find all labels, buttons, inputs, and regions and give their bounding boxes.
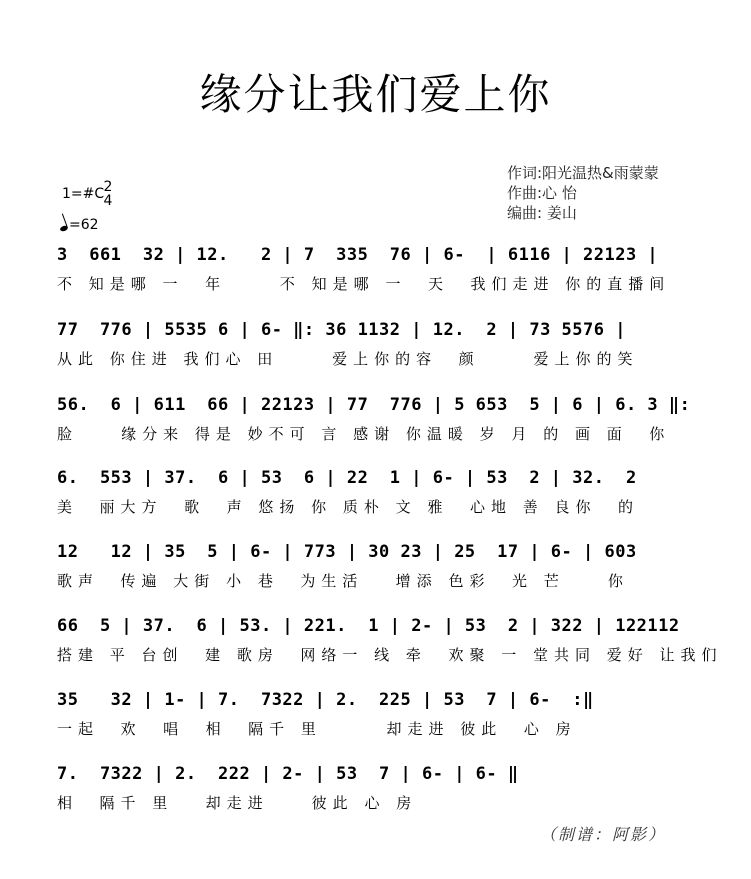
notation-line: 12 12 | 35 5 | 6- | 773 | 30 23 | 25 17 | 6- | 603 (57, 542, 637, 562)
score-system (0, 395, 751, 455)
transcriber-credit: （制谱：阿影） (540, 825, 667, 844)
song-title: 缘分让我们爱上你 (199, 70, 552, 119)
lyric-line: 相 隔千 里 却走进 彼此 心 房 (57, 794, 418, 812)
lyric-line: 歌声 传遍 大街 小 巷 为生活 增添 色彩 光 芒 你 (57, 572, 629, 590)
lyric-line: 脸 缘分来 得是 妙不可 言 感谢 你温暖 岁 月 的 画 面 你 (57, 425, 671, 443)
lyricist-credit: 作词:阳光温热&雨蒙蒙 (507, 164, 659, 182)
lyric-line: 不 知是哪 一 年 不 知是哪 一 天 我们走进 你的直播间 (57, 275, 671, 293)
notation-line: 6. 553 | 37. 6 | 53 6 | 22 1 | 6- | 53 2 | 32. 2 (57, 468, 637, 488)
tempo-marking (60, 217, 99, 233)
time-signature-top: 2 (103, 179, 113, 195)
score-system (0, 764, 751, 824)
lyric-line: 从此 你住进 我们心 田 爱上你的容 颜 爱上你的笑 (57, 350, 639, 368)
lyric-line: 美 丽大方 歌 声 悠扬 你 质朴 文 雅 心地 善 良你 的 (57, 498, 640, 516)
notation-line: 3 661 32 | 12. 2 | 7 335 76 | 6- | 6116 | 22123 | (57, 245, 659, 265)
score-system (0, 468, 751, 528)
notation-line: 77 776 | 5535 6 | 6- ‖: 36 1132 | 12. 2 | 73 5576 | (57, 320, 626, 340)
key-signature: 1=#C (62, 186, 105, 202)
composer-credit: 作曲:心 怡 (507, 184, 577, 202)
notation-line: 7. 7322 | 2. 222 | 2- | 53 7 | 6- | 6- ‖ (57, 764, 519, 784)
quarter-note-icon (59, 225, 68, 232)
notation-line: 66 5 | 37. 6 | 53. | 221. 1 | 2- | 53 2 | 322 | 122112 (57, 616, 680, 636)
arranger-credit: 编曲: 姜山 (507, 204, 577, 222)
notation-line: 35 32 | 1- | 7. 7322 | 2. 225 | 53 7 | 6- :‖ (57, 690, 594, 710)
score-system (0, 542, 751, 602)
time-signature (102, 180, 114, 208)
credits-block (507, 163, 659, 223)
time-signature-bottom: 4 (103, 193, 113, 209)
score-system (0, 690, 751, 750)
lyric-line: 一起 欢 唱 相 隔千 里 却走进 彼此 心 房 (57, 720, 577, 738)
score-system (0, 616, 751, 676)
notation-line: 56. 6 | 611 66 | 22123 | 77 776 | 5 653 5 | 6 | 6. 3 ‖: (57, 395, 691, 415)
tempo-value: =62 (69, 217, 99, 233)
lyric-line: 搭建 平 台创 建 歌房 网络一 线 牵 欢聚 一 堂共同 爱好 让我们 (57, 646, 723, 664)
score-system (0, 245, 751, 305)
score-system (0, 320, 751, 380)
